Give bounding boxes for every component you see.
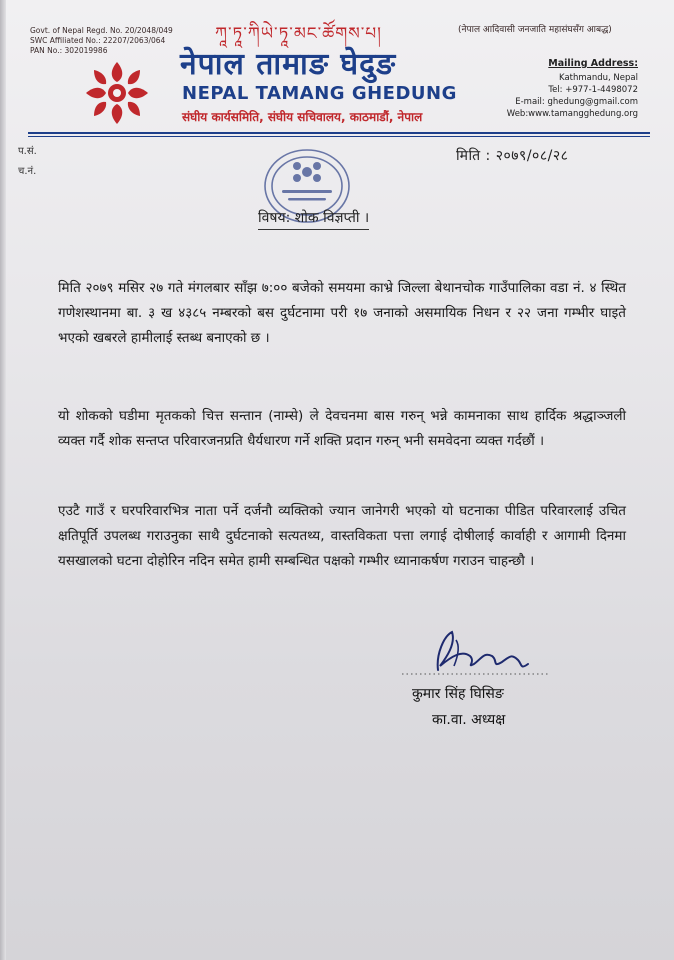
org-name-english: NEPAL TAMANG GHEDUNG [182,83,457,104]
paper-edge-shadow [0,0,6,960]
mailing-heading: Mailing Address: [548,58,638,69]
organization-logo-icon [82,58,152,128]
signatory-name: कुमार सिंह घिसिङ [412,686,504,702]
body-paragraph-1: मिति २०७९ मसिर २७ गते मंगलबार साँझ ७:०० बजेको समयमा काभ्रे जिल्ला बेथानचोक गाउँपालिका वडा नं. ४ स्थित गणेशस्थानमा बा. ३ ख ४३८५ नम्बरको बस दुर्घटनामा परी १७ जनाको असमायिक निधन र २२ जना गम्भीर घाइते भएको खबरले हामीलाई स्तब्ध बनाएको छ । [58,280,626,346]
mailing-tel: Tel: +977-1-4498072 [548,85,638,95]
mailing-address [507,58,638,120]
registration-line: PAN No.: 302019986 [30,46,108,55]
tibetan-title: ཀཱ་ཏཱ་ཀིཡེ་ཏཱ་མང་ཚོགས་པ། [215,24,382,44]
reference-pa-sa: प.सं. [18,146,37,157]
registration-block [30,26,173,56]
letter-date: मिति : २०७९/०८/२८ [456,148,569,164]
body-paragraph-2: यो शोकको घडीमा मृतकको चित्त सन्तान (नाम्से) ले देवचनमा बास गरुन् भन्ने कामनाका साथ हार्दिक श्रद्धाञ्जली व्यक्त गर्दै शोक सन्तप्त परिवारजनप्रति धैर्यधारण गर्ने शक्ति प्रदान गरुन् भनी समवेदना व्यक्त गर्दछौं । [58,408,626,449]
body-paragraph-3: एउटै गाउँ र घरपरिवारभित्र नाता पर्ने दर्जनौ व्यक्तिको ज्यान जानेगरी भएको यो घटनाका पीडित परिवारलाई उचित क्षतिपूर्ति उपलब्ध गराउनुका साथै दुर्घटनाको सत्यतथ्य, वास्तविकता पत्ता लगाई दोषीलाई कार्वाही र आगामी दिनमा यसखालको घटना दोहोरिन नदिन समेत हामी सम्बन्धित पक्षको गम्भीर ध्यानाकर्षण गराउन चाहन्छौ । [58,503,626,569]
affiliation-note: (नेपाल आदिवासी जनजाति महासंघसँग आबद्ध) [458,25,612,35]
mailing-email: E-mail: ghedung@gmail.com [515,97,638,107]
org-name-nepali: नेपाल तामाङ घेदुङ [180,47,397,82]
handwritten-signature [400,626,560,682]
signatory-role: का.वा. अध्यक्ष [432,712,506,728]
mailing-web: Web:www.tamangghedung.org [506,109,638,119]
registration-line: SWC Affiliated No.: 22207/2063/064 [30,36,166,45]
reference-cha-na: च.नं. [18,166,37,177]
reference-block [18,142,37,182]
header-rule [28,132,650,134]
mailing-city: Kathmandu, Nepal [559,73,638,83]
letter-subject: विषय: शोक विज्ञप्ती । [258,208,369,230]
org-subtitle: संघीय कार्यसमिति, संघीय सचिवालय, काठमाडौं, नेपाल [182,110,423,124]
header-rule-thin [28,136,650,137]
registration-line: Govt. of Nepal Regd. No. 20/2048/049 [30,26,173,35]
